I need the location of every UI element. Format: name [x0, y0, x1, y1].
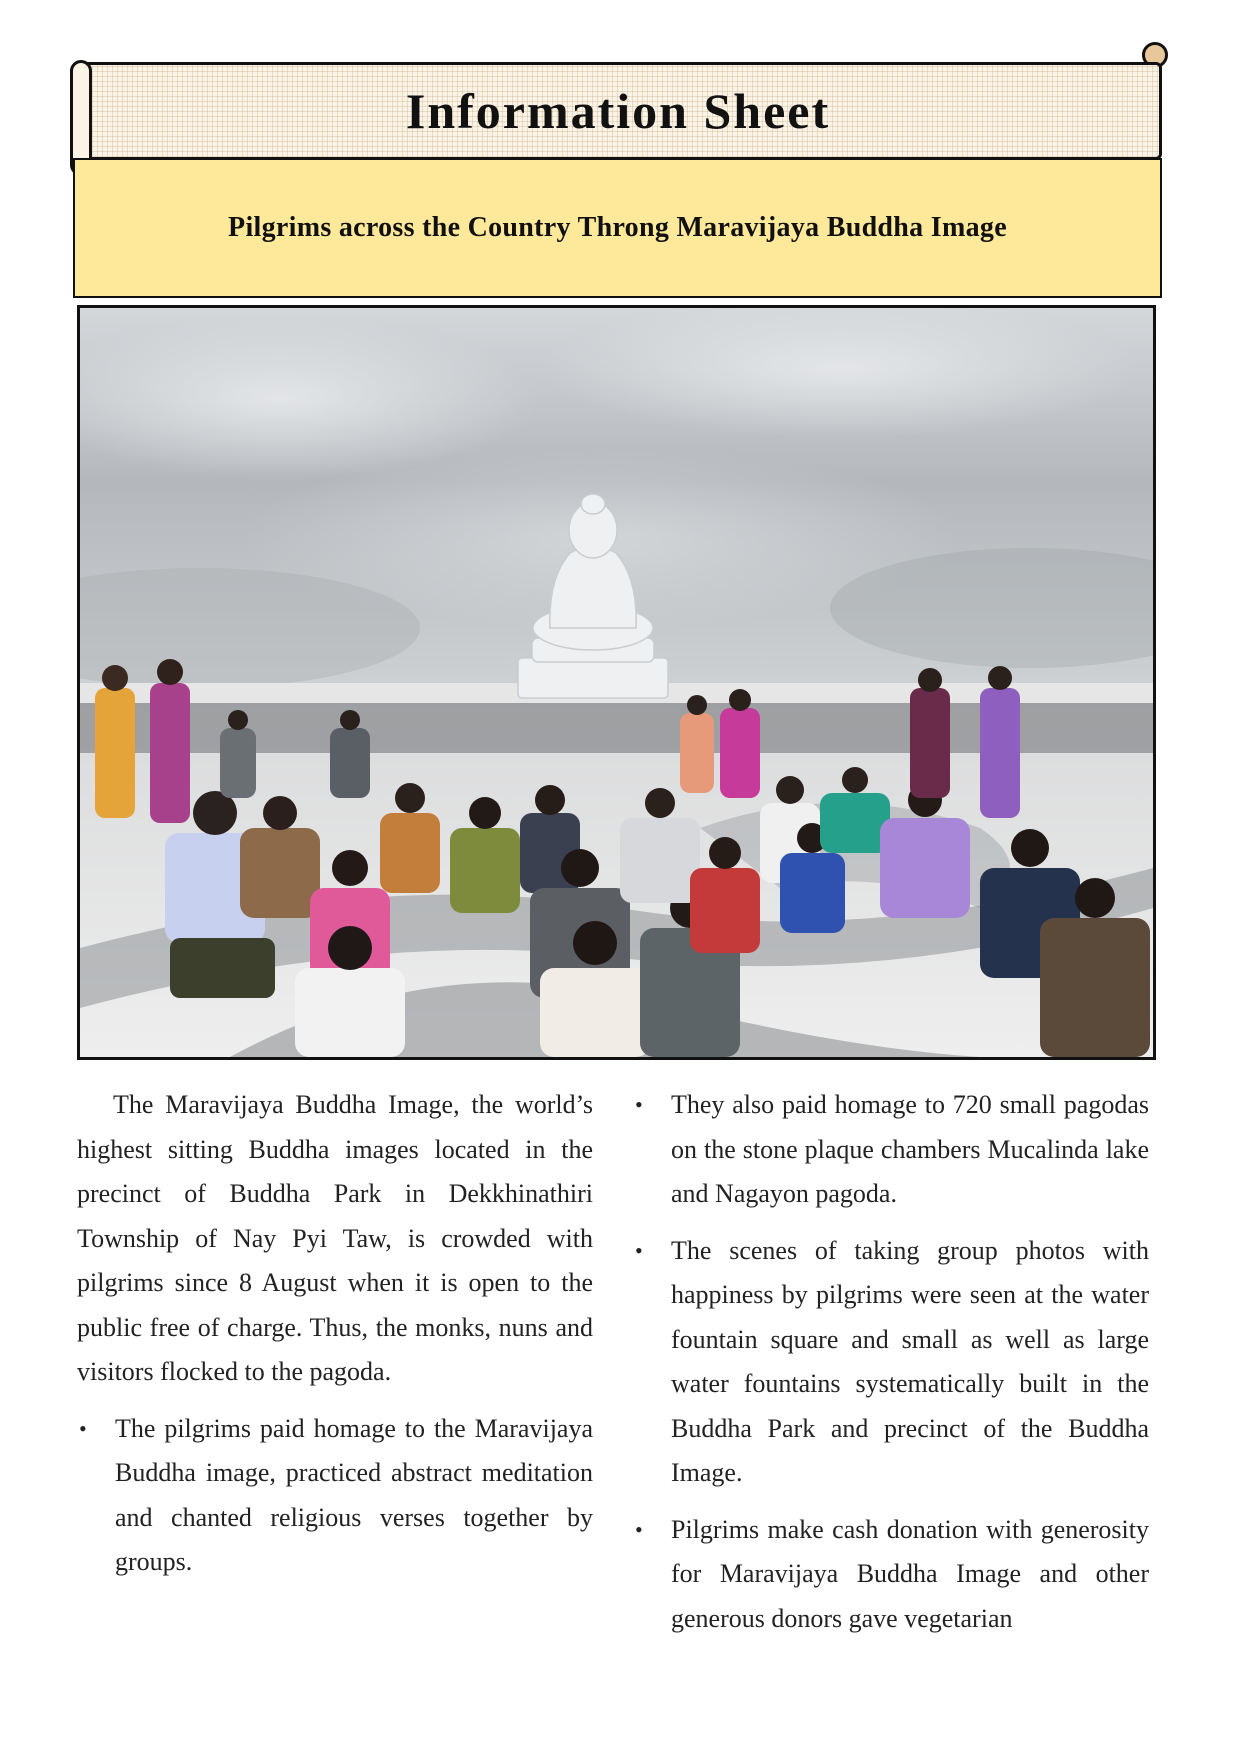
bullet-icon: •: [635, 1516, 643, 1542]
right-bullet-list: [633, 1083, 1149, 1641]
intro-paragraph: The Maravijaya Buddha Image, the world’s highest sitting Buddha images located in the precinct of Buddha Park in Dekkhinathiri Township of Nay Pyi Taw, is crowded with pilgrims since 8 August when it is open to the public free of charge. Thus, the monks, nuns and visitors flocked to the pagoda.: [77, 1090, 593, 1386]
subtitle-box: [73, 158, 1162, 298]
bullet-icon: •: [635, 1237, 643, 1263]
bullet-text: The scenes of taking group photos with happiness by pilgrims were seen at the water fountain square and small as well as large water fountains systematically built in the Buddha Park and precinct of the Buddha Image.: [671, 1235, 1149, 1487]
list-item: [633, 1083, 1149, 1217]
bullet-text: They also paid homage to 720 small pagodas on the stone plaque chambers Mucalinda lake and Nagayon pagoda.: [671, 1090, 1149, 1208]
list-item: [77, 1407, 593, 1585]
article-headline: Pilgrims across the Country Throng Maravijaya Buddha Image: [228, 212, 1007, 243]
left-column: [77, 1083, 593, 1597]
bullet-text: The pilgrims paid homage to the Maravijaya Buddha image, practiced abstract meditation and chanted religious verses together by groups.: [115, 1413, 593, 1576]
list-item: [633, 1229, 1149, 1496]
bullet-icon: •: [635, 1092, 643, 1117]
article-photo: [77, 305, 1156, 1060]
bullet-text: Pilgrims make cash donation with generosity for Maravijaya Buddha Image and other generous donors gave vegetarian: [671, 1514, 1149, 1633]
page-title: Information Sheet: [405, 83, 831, 139]
photo-buddha-statue-crowd-image: [80, 308, 1153, 1057]
bullet-icon: •: [79, 1415, 87, 1441]
left-bullet-list: [77, 1407, 593, 1585]
list-item: [633, 1508, 1149, 1642]
right-column: [633, 1083, 1149, 1653]
